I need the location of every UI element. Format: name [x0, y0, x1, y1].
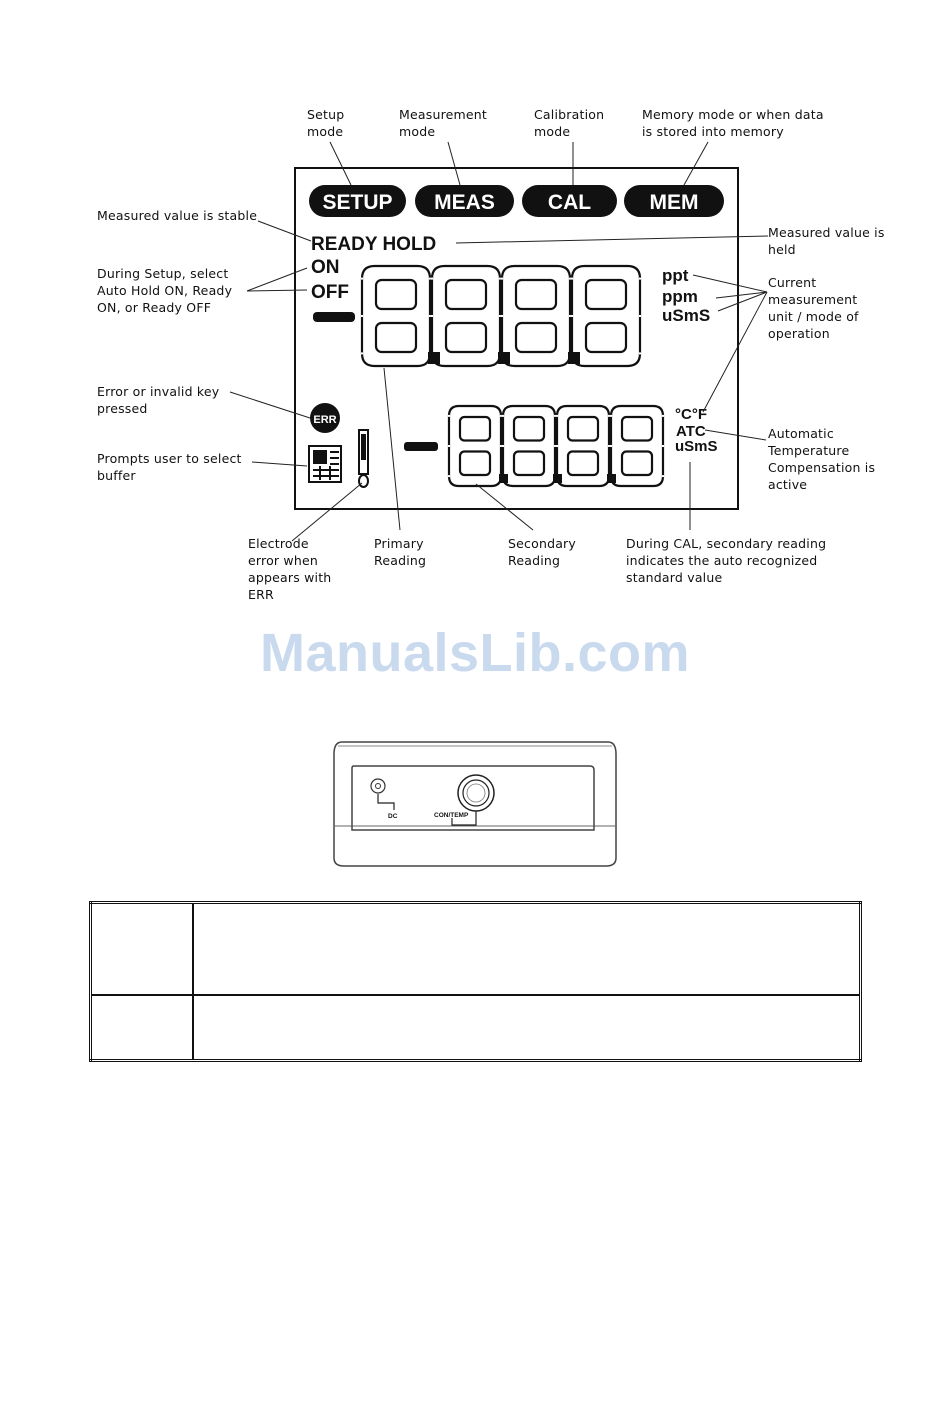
annotation-during-setup: During Setup, select Auto Hold ON, Ready ON, or Ready OFF [97, 266, 233, 315]
annotation-error-key: Error or invalid key pressed [97, 384, 220, 416]
mem-pill-label: MEM [649, 191, 699, 214]
secondary-decimal-point [499, 474, 508, 483]
unit-usms-secondary: uSmS [675, 438, 718, 455]
primary-digit [431, 266, 501, 366]
table-cell-label [91, 995, 194, 1061]
meas-pill-label: MEAS [434, 191, 495, 214]
err-label: ERR [313, 414, 337, 426]
on-indicator: ON [311, 257, 340, 278]
setup-pill [309, 185, 406, 217]
mem-pill [624, 185, 724, 217]
info-table [89, 901, 862, 1062]
annotation-value-stable: Measured value is stable [97, 208, 258, 223]
secondary-digit [610, 406, 664, 486]
temp-units: °C°F [675, 406, 707, 423]
primary-digit [571, 266, 641, 366]
annotation-prompts-buffer: Prompts user to select buffer [97, 451, 242, 483]
dc-label: DC [388, 813, 398, 820]
annotation-value-held: Measured value is held [768, 225, 885, 257]
unit-ppt: ppt [662, 266, 689, 285]
device-top-view [330, 738, 620, 870]
primary-decimal-point [498, 352, 510, 364]
secondary-reading-digits [448, 406, 664, 486]
meas-pill [415, 185, 514, 217]
annotation-secondary-reading: Secondary Reading [508, 536, 576, 568]
table-cell-text [193, 903, 861, 995]
table-row [91, 995, 861, 1061]
cal-pill [522, 185, 617, 217]
annotation-setup-mode: Setup mode [307, 107, 345, 139]
ready-hold-indicator: READY HOLD [311, 234, 437, 255]
watermark: ManualsLib.com [259, 623, 691, 683]
unit-ppm: ppm [662, 287, 698, 306]
annotation-during-cal: During CAL, secondary reading indicates the auto recognized standard value [626, 536, 827, 585]
annotation-current-unit: Current measurement unit / mode of operation [768, 275, 859, 341]
off-indicator: OFF [311, 282, 349, 303]
primary-reading-digits [361, 266, 641, 366]
atc-indicator: ATC [676, 423, 706, 440]
annotation-memory-mode: Memory mode or when data is stored into memory [642, 107, 824, 139]
secondary-minus-sign [404, 442, 438, 451]
cal-pill-label: CAL [547, 191, 592, 214]
table-row [91, 903, 861, 995]
primary-digit [361, 266, 431, 366]
annotation-measurement-mode: Measurement mode [399, 107, 488, 139]
secondary-digit [502, 406, 556, 486]
annotation-atc-active: Automatic Temperature Compensation is active [768, 426, 876, 492]
primary-minus-sign [313, 312, 355, 322]
secondary-decimal-point [553, 474, 562, 483]
electrode-icon [359, 430, 368, 487]
annotation-electrode-error: Electrode error when appears with ERR [248, 536, 332, 602]
table-cell-label [91, 903, 194, 995]
err-badge [310, 403, 340, 433]
secondary-digit [556, 406, 610, 486]
primary-digit [501, 266, 571, 366]
table-cell-text [193, 995, 861, 1061]
annotation-primary-reading: Primary Reading [374, 536, 427, 568]
con-temp-label: CON/TEMP [434, 812, 469, 819]
annotation-calibration-mode: Calibration mode [534, 107, 605, 139]
secondary-decimal-point [607, 474, 616, 483]
unit-usms-primary: uSmS [662, 306, 711, 325]
setup-pill-label: SETUP [322, 191, 393, 214]
buffer-icon [309, 446, 341, 482]
secondary-digit [448, 406, 502, 486]
primary-decimal-point [428, 352, 440, 364]
primary-decimal-point [568, 352, 580, 364]
